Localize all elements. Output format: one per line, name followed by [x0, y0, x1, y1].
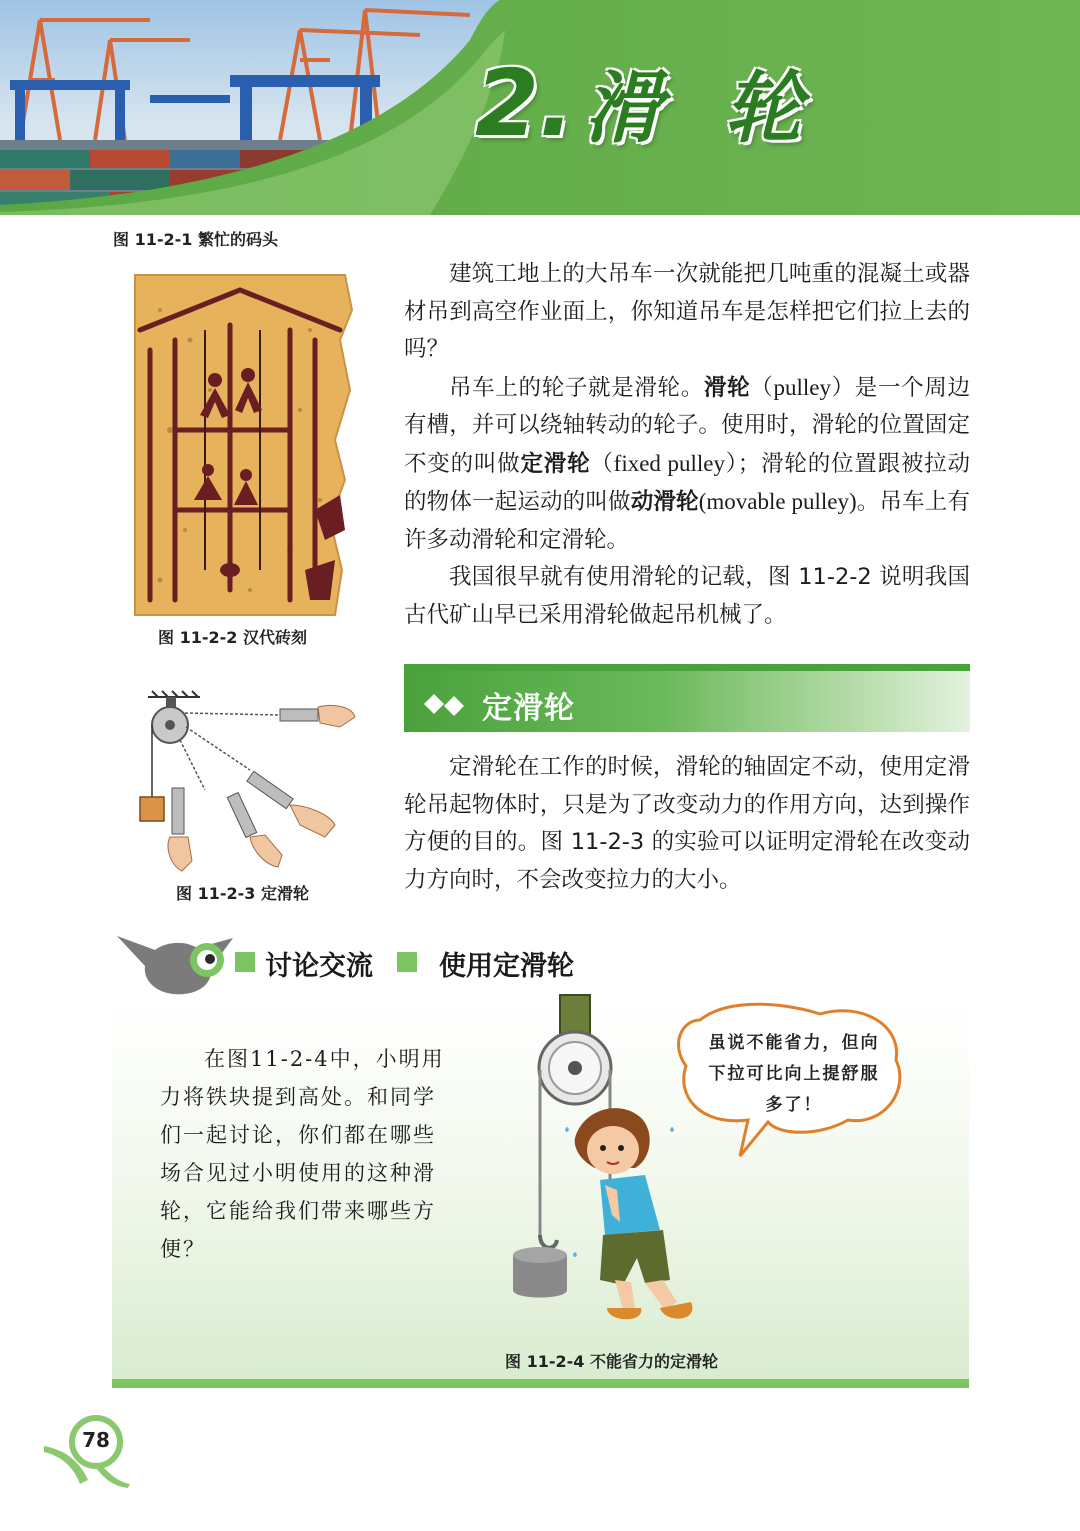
intro-paragraph-2: 吊车上的轮子就是滑轮。滑轮（pulley）是一个周边有槽，并可以绕轴转动的轮子。使用时，滑轮的位置固定不变的叫做定滑轮（fixed pulley）；滑轮的位置跟被拉动的物体一起运动的叫做动滑轮(movable pulley)。吊车上有许多动滑轮和定滑轮。: [404, 374, 970, 553]
discussion-topic: 使用定滑轮: [439, 951, 574, 982]
chapter-title: [475, 50, 1075, 168]
fixed-pulley-experiment-illustration: [130, 685, 360, 875]
diamond-bullet-icon: [424, 690, 468, 718]
chapter-number: 2.: [475, 50, 574, 157]
speech-bubble-text: 虽说不能省力，但向下拉可比向上提舒服多了！: [708, 1033, 880, 1115]
figure-4-caption: 图 11-2-4 不能省力的定滑轮: [505, 1352, 718, 1371]
figure-3-caption: 图 11-2-3 定滑轮: [176, 884, 309, 903]
mascot-icon: [115, 928, 240, 998]
discussion-question: 在图11-2-4中，小明用力将铁块提到高处。和同学们一起讨论，你们都在哪些场合见过小明使用的这种滑轮，它能给我们带来哪些方便？: [160, 1047, 445, 1261]
figure-1-caption: 图 11-2-1 繁忙的码头: [113, 230, 278, 249]
section-paragraph-1: 定滑轮在工作的时候，滑轮的轴固定不动，使用定滑轮吊起物体时，只是为了改变动力的作用方向，达到操作方便的目的。图 11-2-3 的实验可以证明定滑轮在改变动力方向时，不会改变拉力的大小。: [404, 754, 970, 893]
section-title: 定滑轮: [482, 691, 575, 726]
discussion-label: 讨论交流: [265, 951, 373, 982]
figure-2-caption: 图 11-2-2 汉代砖刻: [158, 628, 307, 647]
intro-paragraph-3: 我国很早就有使用滑轮的记载，图 11-2-2 说明我国古代矿山早已采用滑轮做起吊机械了。: [404, 564, 970, 628]
intro-text: [404, 256, 970, 634]
discussion-header: [115, 928, 635, 998]
green-square-icon: [397, 952, 417, 972]
green-square-icon: [235, 952, 255, 972]
section-text: [404, 749, 970, 899]
page-number: 78: [82, 1428, 110, 1452]
chapter-name: 滑轮: [583, 64, 864, 154]
intro-paragraph-1: 建筑工地上的大吊车一次就能把几吨重的混凝土或器材吊到高空作业面上，你知道吊车是怎样把它们拉上去的吗？: [404, 261, 970, 362]
section-header: [404, 664, 970, 732]
han-brick-carving-illustration: [130, 270, 355, 620]
